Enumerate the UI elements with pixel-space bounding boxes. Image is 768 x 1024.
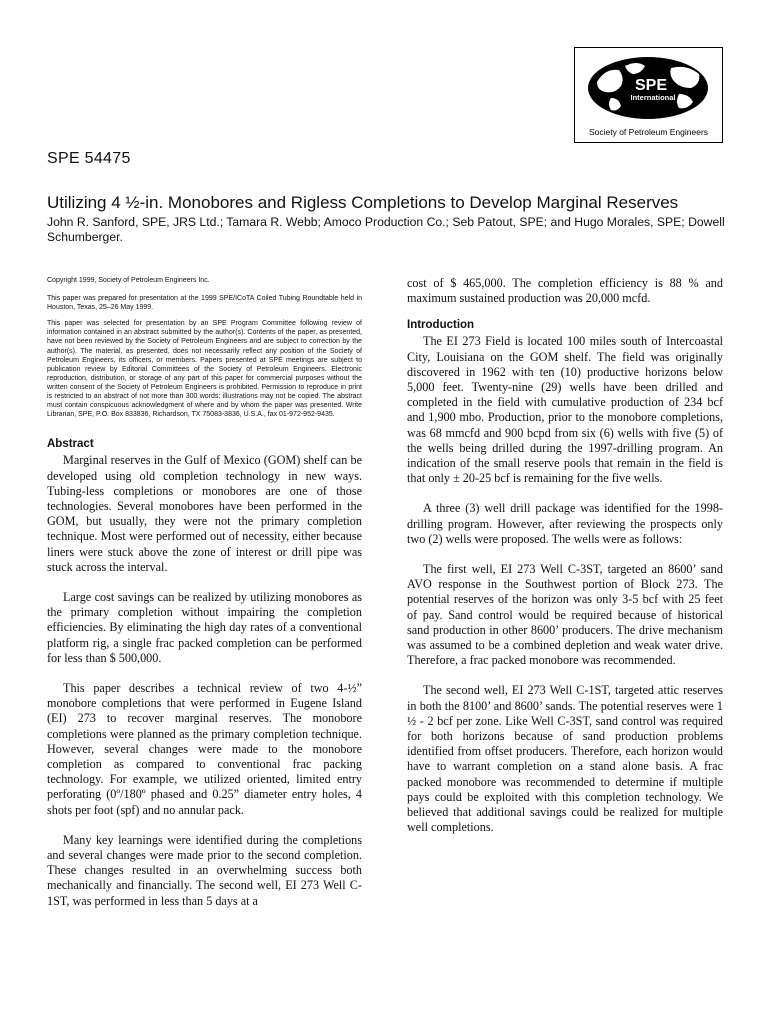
- introduction-paragraph-1: The EI 273 Field is located 100 miles south of Intercoastal City, Louisiana on the GOM shelf. The field was originally discovered in 1962 with ten (10) productive horizons below 5,000 feet. Twenty-nine (29) wells have been drilled and completed in the field with cumulative production of 234 bcf and 1,900 mbo. Production, prior to the monobore completions, was 68 mmcfd and 900 bcpd from six (6) wells with five (5) of the wells being drilled during the 1997-drilling program. An indication of the small reserve pools that remain in the field is that only ± 20-25 bcf is remaining for the five wells.: [407, 334, 723, 486]
- abstract-paragraph-3: This paper describes a technical review of two 4-½” monobore completions that were performed in Eugene Island (EI) 273 to recover marginal reserves. The monobore completions were planned as the primary completion technique. However, several changes were made to the monobore completion as compared to conventional frac packing technology. For example, we utilized oriented, limited entry perforating (0º/180º phased and 0.25” diameter entry holes, 4 shots per foot (spf) and no annular pack.: [47, 680, 362, 817]
- author-list: John R. Sanford, SPE, JRS Ltd.; Tamara R. Webb; Amoco Production Co.; Seb Patout, SPE; and Hugo Morales, SPE; Dowell Schumberger.: [47, 215, 725, 244]
- logo-subtitle: International: [630, 93, 676, 102]
- paper-title: Utilizing 4 ½-in. Monobores and Rigless Completions to Develop Marginal Reserves: [47, 193, 679, 212]
- left-column: [47, 276, 362, 924]
- abstract-paragraph-2: Large cost savings can be realized by utilizing monobores as the primary completion without impairing the completion efficiencies. By eliminating the high day rates of a conventional platform rig, a single frac packed completion can be performed for less than $ 500,000.: [47, 589, 362, 665]
- introduction-paragraph-4: The second well, EI 273 Well C-1ST, targeted attic reserves in both the 8100’ and 8600’ sands. The potential reserves were 1 ½ - 2 bcf per zone. Like Well C-3ST, sand control was required for both horizons because of sand production problems identified from offset producers. Therefore, each horizon would have to warrant completion on a stand alone basis. A frac packed monobore was recommended to determine if multiple pays could be exploited with this completion technology. We believed that additional savings could be realized for multiple well completions.: [407, 683, 723, 835]
- logo-wordmark: SPE: [634, 77, 668, 94]
- spe-logo: [574, 47, 723, 143]
- abstract-paragraph-1: Marginal reserves in the Gulf of Mexico (GOM) shelf can be developed using old completion technology in new ways. Tubing-less completions or monobores are one of those technologies. Several monobores have been performed in the GOM, but usually, they were not the primary completion technique. Most were performed out of necessity, either because liners were stuck above the zone of interest or drill pipe was stuck across the interval.: [47, 453, 362, 574]
- introduction-paragraph-3: The first well, EI 273 Well C-3ST, targeted an 8600’ sand AVO response in the Southwest portion of Block 273. The potential reserves of the horizon was only 3-5 bcf with 25 feet of pay. Sand control would be required because of historical sand production in other 8600’ producers. The drive mechanism was assumed to be a combined depletion and weak water drive. Therefore, a frac packed monobore was recommended.: [407, 562, 723, 668]
- abstract-heading: Abstract: [47, 438, 94, 451]
- selection-notice: This paper was selected for presentation by an SPE Program Committee following review of information contained in an abstract submitted by the author(s). Contents of the paper, as presented, have not been reviewed by the Society of Petroleum Engineers and are subject to correction by the author(s). The material, as presented, does not necessarily reflect any position of the Society of Petroleum Engineers, its officers, or members. Papers presented at SPE meetings are subject to publication review by Editorial Committees of the Society of Petroleum Engineers. Electronic reproduction, distribution, or storage of any part of this paper for commercial purposes without the written consent of the Society of Petroleum Engineers is prohibited. Permission to reproduce in print is restricted to an abstract of not more than 300 words; illustrations may not be copied. The abstract must contain conspicuous acknowledgment of where and by whom the paper was presented. Write Librarian, SPE, P.O. Box 833836, Richardson, TX 75083-3836, U.S.A., fax 01-972-952-9435.: [47, 320, 362, 419]
- abstract-paragraph-4: Many key learnings were identified during the completions and several changes were made prior to the second completion. These changes resulted in an overwhelming success both mechanically and financially. The second well, EI 273 Well C-1ST, was performed in less than 5 days at a: [47, 832, 362, 908]
- introduction-heading: Introduction: [407, 319, 475, 332]
- logo-caption: Society of Petroleum Engineers: [588, 127, 709, 137]
- globe-icon: [575, 48, 722, 128]
- presentation-notice: This paper was prepared for presentation at the 1999 SPE/ICoTA Coiled Tubing Roundtable held in Houston, Texas, 25–26 May 1999.: [47, 295, 362, 312]
- paper-number: SPE 54475: [47, 150, 131, 167]
- introduction-paragraph-2: A three (3) well drill package was identified for the 1998-drilling program. However, after reviewing the prospects only two (2) wells were proposed. The wells were as follows:: [407, 501, 723, 546]
- right-column: [407, 276, 723, 851]
- copyright-notice: Copyright 1999, Society of Petroleum Engineers Inc.: [47, 277, 210, 284]
- abstract-paragraph-4-continued: cost of $ 465,000. The completion efficiency is 88 % and maximum sustained production was 20,000 mcfd.: [407, 276, 723, 306]
